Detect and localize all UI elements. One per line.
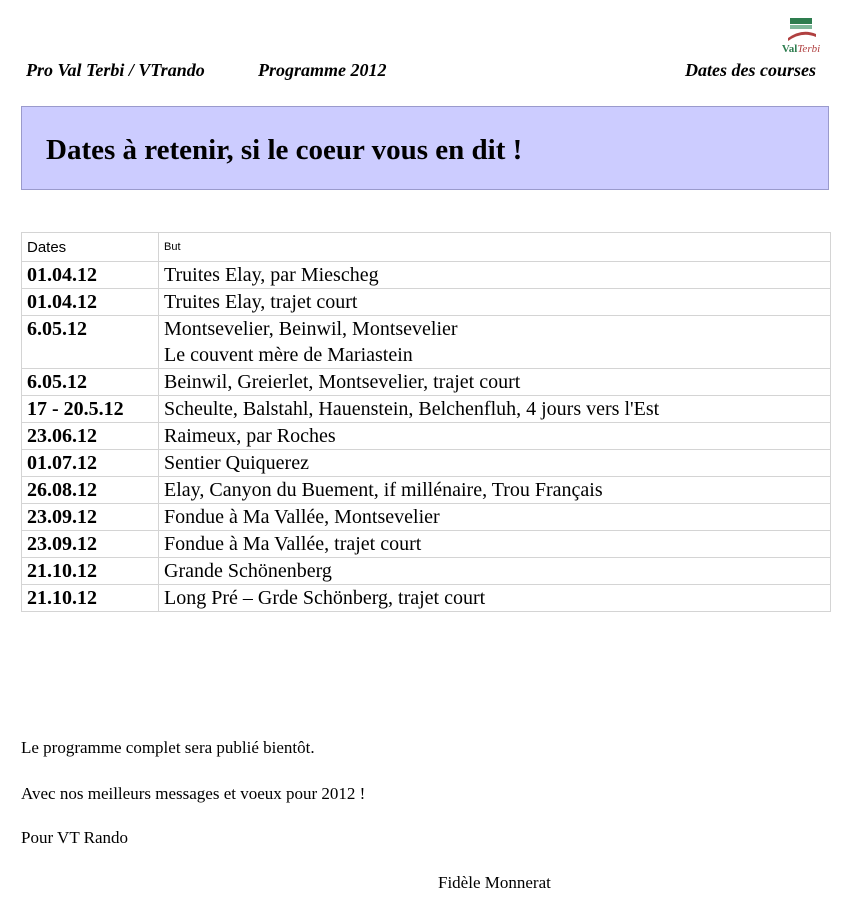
row-destination	[159, 504, 831, 531]
row-destination	[159, 531, 831, 558]
row-destination	[159, 450, 831, 477]
table-header-row	[22, 233, 831, 262]
logo-graphic	[772, 16, 830, 44]
destination-line: Long Pré – Grde Schönberg, trajet court	[164, 587, 486, 609]
destination-line: Raimeux, par Roches	[164, 425, 336, 447]
table-row	[22, 423, 831, 450]
table-row	[22, 504, 831, 531]
footer-sender: Pour VT Rando	[21, 828, 129, 847]
destination-line: Grande Schönenberg	[164, 560, 332, 582]
row-destination	[159, 477, 831, 504]
page-header	[0, 60, 858, 84]
destination-line: Sentier Quiquerez	[164, 452, 309, 474]
row-destination	[159, 585, 831, 612]
row-date: 6.05.12	[22, 316, 159, 369]
row-date: 21.10.12	[22, 585, 159, 612]
row-destination	[159, 262, 831, 289]
row-date: 21.10.12	[22, 558, 159, 585]
table-row	[22, 369, 831, 396]
row-destination	[159, 423, 831, 450]
row-date: 01.04.12	[22, 289, 159, 316]
table-row	[22, 585, 831, 612]
destination-line: Fondue à Ma Vallée, trajet court	[164, 533, 422, 555]
row-destination	[159, 558, 831, 585]
row-date: 17 - 20.5.12	[22, 396, 159, 423]
header-programme: Programme 2012	[258, 60, 387, 80]
row-date: 01.07.12	[22, 450, 159, 477]
logo-wordmark: ValTerbi	[781, 43, 821, 55]
row-date: 26.08.12	[22, 477, 159, 504]
destination-line: Beinwil, Greierlet, Montsevelier, trajet court	[164, 371, 521, 393]
table-row	[22, 477, 831, 504]
table-row	[22, 531, 831, 558]
column-header-dates: Dates	[22, 233, 159, 262]
val-terbi-logo	[772, 16, 830, 60]
row-destination	[159, 369, 831, 396]
footer-announcement: Le programme complet sera publié bientôt.	[21, 738, 315, 757]
title-banner	[21, 106, 829, 190]
destination-line: Truites Elay, trajet court	[164, 291, 358, 313]
table-row	[22, 289, 831, 316]
destination-line: Truites Elay, par Miescheg	[164, 264, 379, 286]
destination-line: Montsevelier, Beinwil, Montsevelier	[164, 318, 458, 340]
row-date: 6.05.12	[22, 369, 159, 396]
row-date: 23.06.12	[22, 423, 159, 450]
destination-line: Fondue à Ma Vallée, Montsevelier	[164, 506, 440, 528]
row-date: 23.09.12	[22, 504, 159, 531]
row-destination	[159, 396, 831, 423]
table-row	[22, 316, 831, 369]
header-section: Dates des courses	[685, 60, 816, 80]
header-organization: Pro Val Terbi / VTrando	[26, 60, 205, 80]
destination-line: Le couvent mère de Mariastein	[164, 344, 413, 366]
row-destination	[159, 289, 831, 316]
column-header-but: But	[159, 233, 831, 262]
row-date: 01.04.12	[22, 262, 159, 289]
destination-line: Scheulte, Balstahl, Hauenstein, Belchenfluh, 4 jours vers l'Est	[164, 398, 660, 420]
table-row	[22, 450, 831, 477]
page-title: Dates à retenir, si le coeur vous en dit !	[46, 134, 523, 166]
row-date: 23.09.12	[22, 531, 159, 558]
table-row	[22, 558, 831, 585]
table-row	[22, 262, 831, 289]
schedule-body	[22, 262, 831, 612]
footer-signature: Fidèle Monnerat	[438, 873, 551, 892]
schedule-table	[21, 232, 831, 612]
table-row	[22, 396, 831, 423]
destination-line: Elay, Canyon du Buement, if millénaire, Trou Français	[164, 479, 603, 501]
row-destination	[159, 316, 831, 369]
footer-wishes: Avec nos meilleurs messages et voeux pour 2012 !	[21, 784, 366, 803]
